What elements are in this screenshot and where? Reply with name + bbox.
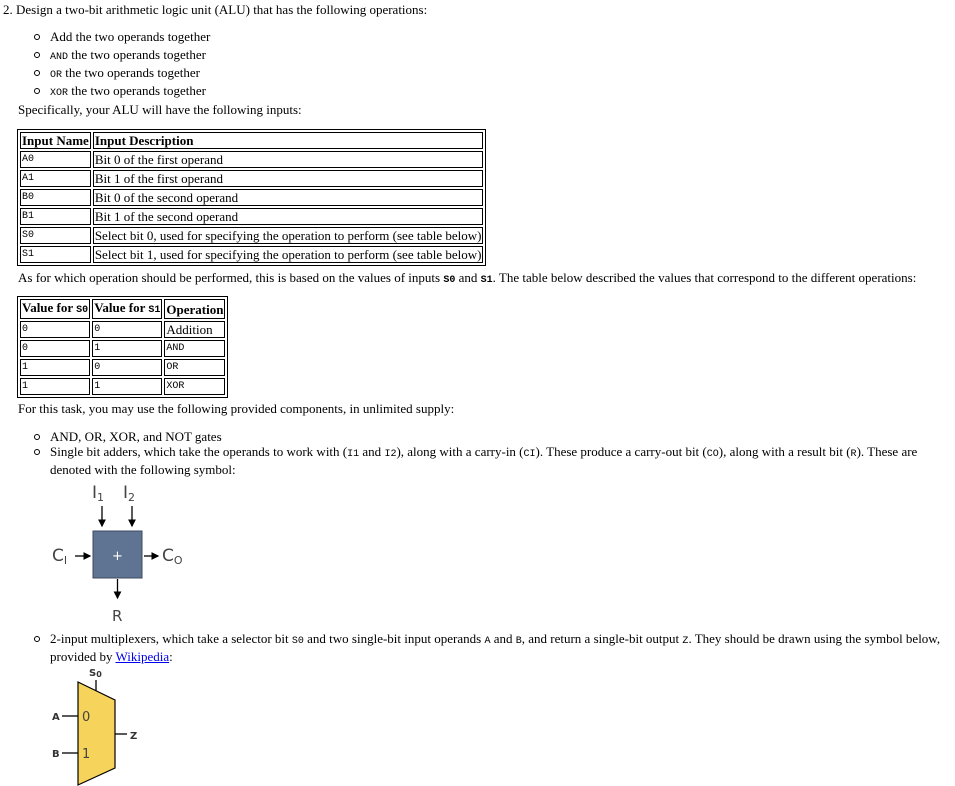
list-item: Add the two operands together bbox=[18, 29, 210, 47]
table-header-row bbox=[20, 299, 225, 319]
list-item: OR the two operands together bbox=[18, 65, 210, 83]
table-row: B1 Bit 1 of the second operand bbox=[20, 208, 483, 225]
table-header: Value for S1 bbox=[92, 299, 162, 319]
question-text: Design a two-bit arithmetic logic unit (ALU) that has the following operations: bbox=[16, 2, 428, 17]
adder-i2-label: I2 bbox=[123, 483, 136, 504]
table-row: S1 Select bit 1, used for specifying the operation to perform (see table below) bbox=[22, 247, 482, 262]
carry-in-label: CI bbox=[52, 546, 68, 567]
mux-symbol bbox=[48, 662, 148, 786]
inputs-intro: Specifically, your ALU will have the following inputs: bbox=[18, 102, 302, 117]
list-item: XOR the two operands together bbox=[18, 83, 210, 101]
table-header: Value for S0 bbox=[20, 299, 90, 319]
result-label: R bbox=[112, 607, 123, 625]
table-row: 0 0 Addition bbox=[20, 321, 225, 338]
table-header: Operation bbox=[164, 299, 225, 319]
table-row: A1 Bit 1 of the first operand bbox=[20, 170, 483, 187]
mux-input1-label: 1 bbox=[82, 747, 91, 762]
table-header: Input Name bbox=[22, 133, 89, 148]
mux-input0-label: 0 bbox=[82, 710, 91, 725]
table-header-row bbox=[20, 132, 483, 149]
mux-body bbox=[78, 682, 115, 785]
wikipedia-link[interactable]: Wikipedia bbox=[115, 649, 170, 664]
table-row: S0 Select bit 0, used for specifying the operation to perform (see table below) bbox=[22, 228, 482, 243]
mux-b-label: B bbox=[52, 749, 60, 760]
components-list bbox=[18, 429, 953, 477]
list-item: AND the two operands together bbox=[18, 47, 210, 65]
table-row: 1 0 OR bbox=[20, 359, 225, 376]
question-heading bbox=[3, 2, 427, 17]
table-row: 1 1 XOR bbox=[20, 378, 225, 395]
list-item: AND, OR, XOR, and NOT gates bbox=[18, 429, 953, 444]
list-item: Single bit adders, which take the operands to work with (I1 and I2), along with a carry-in (CI). These produce a carry-out bit (CO), along with a result bit (R). These are denoted with the following symbol: bbox=[18, 444, 953, 477]
question-number: 2. bbox=[3, 2, 13, 17]
table-row: B0 Bit 0 of the second operand bbox=[20, 189, 483, 206]
table-row: 0 1 AND bbox=[20, 340, 225, 357]
mux-z-label: Z bbox=[130, 731, 138, 742]
inputs-table bbox=[17, 129, 486, 266]
table-header: Input Description bbox=[93, 132, 484, 149]
mux-a-label: A bbox=[52, 712, 60, 723]
operations-table bbox=[17, 296, 228, 398]
list-item: 2-input multiplexers, which take a selector bit S0 and two single-bit input operands A and B, and return a single-bit output Z. They should be drawn using the symbol below, provided by Wikipedia: bbox=[18, 631, 953, 664]
carry-out-label: CO bbox=[162, 546, 183, 567]
plus-label: + bbox=[112, 549, 123, 564]
mux-list bbox=[18, 631, 953, 664]
components-intro: For this task, you may use the following provided components, in unlimited supply: bbox=[18, 401, 455, 416]
adder-symbol bbox=[40, 478, 200, 628]
table-row: A0 Bit 0 of the first operand bbox=[20, 151, 483, 168]
operations-list bbox=[18, 29, 210, 101]
adder-i1-label: I1 bbox=[92, 483, 105, 504]
ops-intro: As for which operation should be performed, this is based on the values of inputs S0 and S1. The table below described the values that correspond to the different operations: bbox=[18, 270, 917, 286]
mux-select-label: S0 bbox=[89, 668, 102, 679]
